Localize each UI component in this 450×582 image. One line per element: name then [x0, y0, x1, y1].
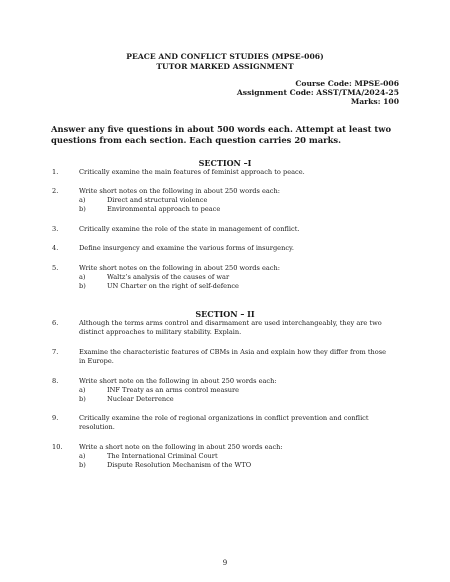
question-text: Write a short note on the following in about 250 words each: [79, 443, 283, 451]
question-number: 3. [52, 225, 59, 233]
question-number: 8. [52, 377, 59, 385]
assignment-code: Assignment Code: ASST/TMA/2024-25 [236, 88, 399, 97]
question-number: 4. [52, 244, 59, 252]
question-text: Critically examine the main features of feminist approach to peace. [79, 168, 305, 176]
question-text-line: resolution. [79, 423, 115, 432]
question-number: 7. [52, 348, 59, 356]
sub-text: The International Criminal Court [107, 452, 218, 460]
sub-label: b) [79, 461, 86, 469]
question-text-line: in Europe. [79, 357, 114, 366]
sub-label: a) [79, 386, 86, 394]
sub-text: Nuclear Deterrence [107, 395, 174, 403]
page-number: 9 [222, 559, 228, 567]
sub-label: a) [79, 273, 86, 281]
question-text-line: distinct approaches to military stability. Explain. [79, 328, 242, 337]
question-text: Critically examine the role of the state in management of conflict. [79, 225, 300, 233]
sub-label: b) [79, 395, 86, 403]
sub-text: Dispute Resolution Mechanism of the WTO [107, 461, 252, 469]
question-text-line: Examine the characteristic features of CBMs in Asia and explain how they differ from those [79, 348, 387, 356]
marks: Marks: 100 [350, 97, 399, 106]
sub-text: Direct and structural violence [107, 196, 208, 204]
question-text [79, 348, 400, 367]
instructions: Answer any five questions in about 500 words each. Attempt at least two questions from each section. Each question carries 20 marks. [51, 124, 392, 145]
question-number: 9. [52, 414, 59, 422]
question-text: Write short notes on the following in about 250 words each: [79, 264, 280, 272]
question-text [79, 319, 400, 338]
section-2-heading: SECTION – II [195, 309, 255, 319]
question-text: Define insurgency and examine the various forms of insurgency. [79, 244, 294, 252]
question-number: 5. [52, 264, 59, 272]
question-number: 2. [52, 187, 59, 195]
sub-text: Waltz’s analysis of the causes of war [107, 273, 230, 281]
sub-label: b) [79, 205, 86, 213]
document-subtitle: TUTOR MARKED ASSIGNMENT [156, 62, 294, 71]
sub-text: Environmental approach to peace [107, 205, 221, 213]
sub-label: a) [79, 452, 86, 460]
course-code: Course Code: MPSE-006 [295, 79, 399, 88]
question-number: 6. [52, 319, 59, 327]
question-number: 1. [52, 168, 59, 176]
question-text [79, 414, 400, 433]
question-text: Write short note on the following in about 250 words each: [79, 377, 277, 385]
question-number: 10. [52, 443, 63, 451]
sub-label: a) [79, 196, 86, 204]
question-text: Write short notes on the following in about 250 words each: [79, 187, 280, 195]
sub-text: UN Charter on the right of self-defence [107, 282, 239, 290]
sub-label: b) [79, 282, 86, 290]
sub-text: INF Treaty as an arms control measure [107, 386, 240, 394]
document-title: PEACE AND CONFLICT STUDIES (MPSE-006) [126, 52, 324, 61]
question-text-line: Although the terms arms control and disarmament are used interchangeably, they are two [79, 319, 382, 327]
question-text-line: Critically examine the role of regional organizations in conflict prevention and conflict [79, 414, 369, 422]
section-1-heading: SECTION –I [198, 158, 252, 168]
